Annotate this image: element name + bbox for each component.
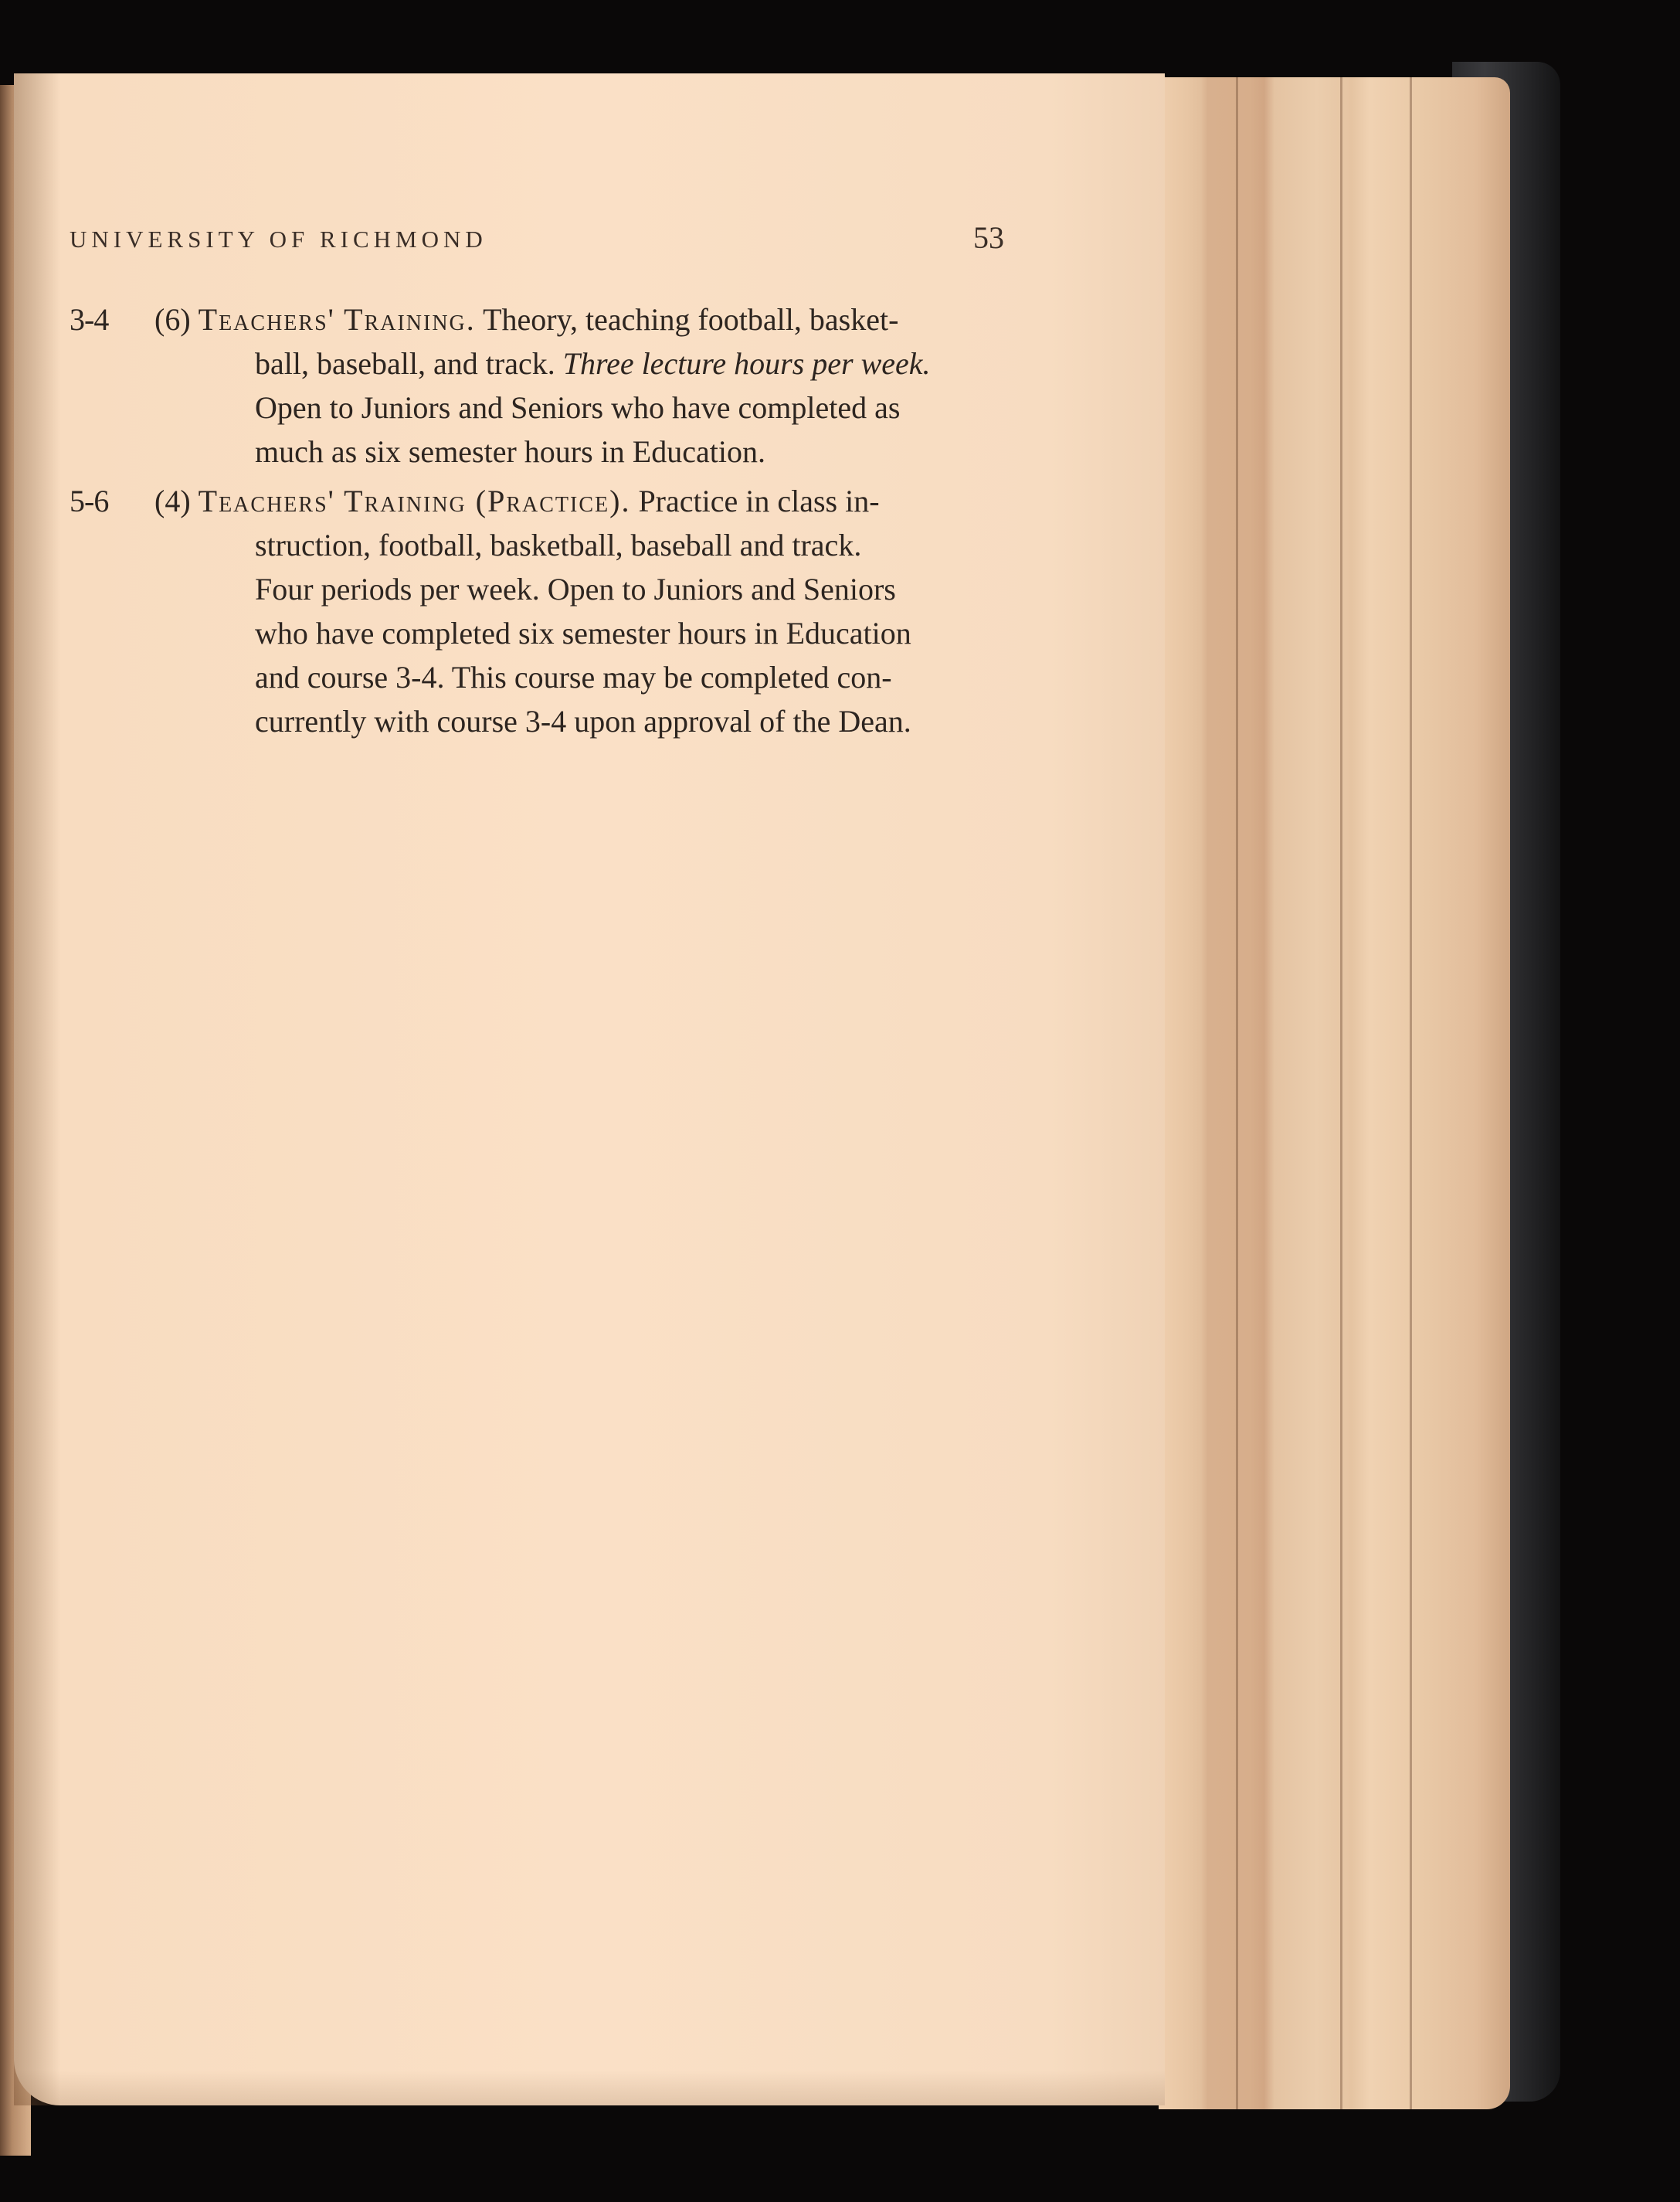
- course-description-line: Practice in class in-: [638, 484, 880, 518]
- course-description-line: struction, football, basketball, baseball and track.: [255, 528, 862, 562]
- page-bottom-shadow: [14, 2071, 1165, 2105]
- page-edge-line: [1410, 77, 1412, 2109]
- running-head: UNIVERSITY OF RICHMOND: [70, 226, 487, 253]
- course-number: 3-4: [70, 302, 109, 337]
- course-description-line: and course 3-4. This course may be completed con-: [255, 660, 892, 695]
- course-title: Teachers' Training.: [198, 302, 476, 337]
- course-description-line: much as six semester hours in Education.: [255, 434, 765, 469]
- course-description-line: Open to Juniors and Seniors who have completed as: [255, 390, 901, 425]
- course-description-line: who have completed six semester hours in Education: [255, 616, 911, 651]
- entry-first-line: [70, 479, 1004, 523]
- page-edge-line: [1236, 77, 1238, 2109]
- page-header: [70, 220, 1004, 264]
- course-number: 5-6: [70, 484, 109, 518]
- course-description-line: [70, 342, 1004, 386]
- course-description-line: Theory, teaching football, basket-: [483, 302, 899, 337]
- course-entry: [70, 479, 1004, 743]
- page-edge-line: [1340, 77, 1342, 2109]
- page-block-edges: [1159, 77, 1510, 2109]
- course-credits: (4): [154, 484, 191, 518]
- course-description-line: currently with course 3-4 upon approval of the Dean.: [255, 704, 911, 739]
- course-entry: [70, 297, 1004, 474]
- course-credits: (6): [154, 302, 191, 337]
- entry-first-line: [70, 297, 1004, 342]
- spine-shadow: [14, 73, 60, 2105]
- course-title: Teachers' Training (Practice).: [198, 484, 631, 518]
- page-number: 53: [973, 220, 1004, 255]
- course-hours-note: Three lecture hours per week.: [562, 346, 931, 381]
- course-description-line: Four periods per week. Open to Juniors and Seniors: [255, 572, 896, 607]
- course-description-text: ball, baseball, and track.: [255, 346, 555, 381]
